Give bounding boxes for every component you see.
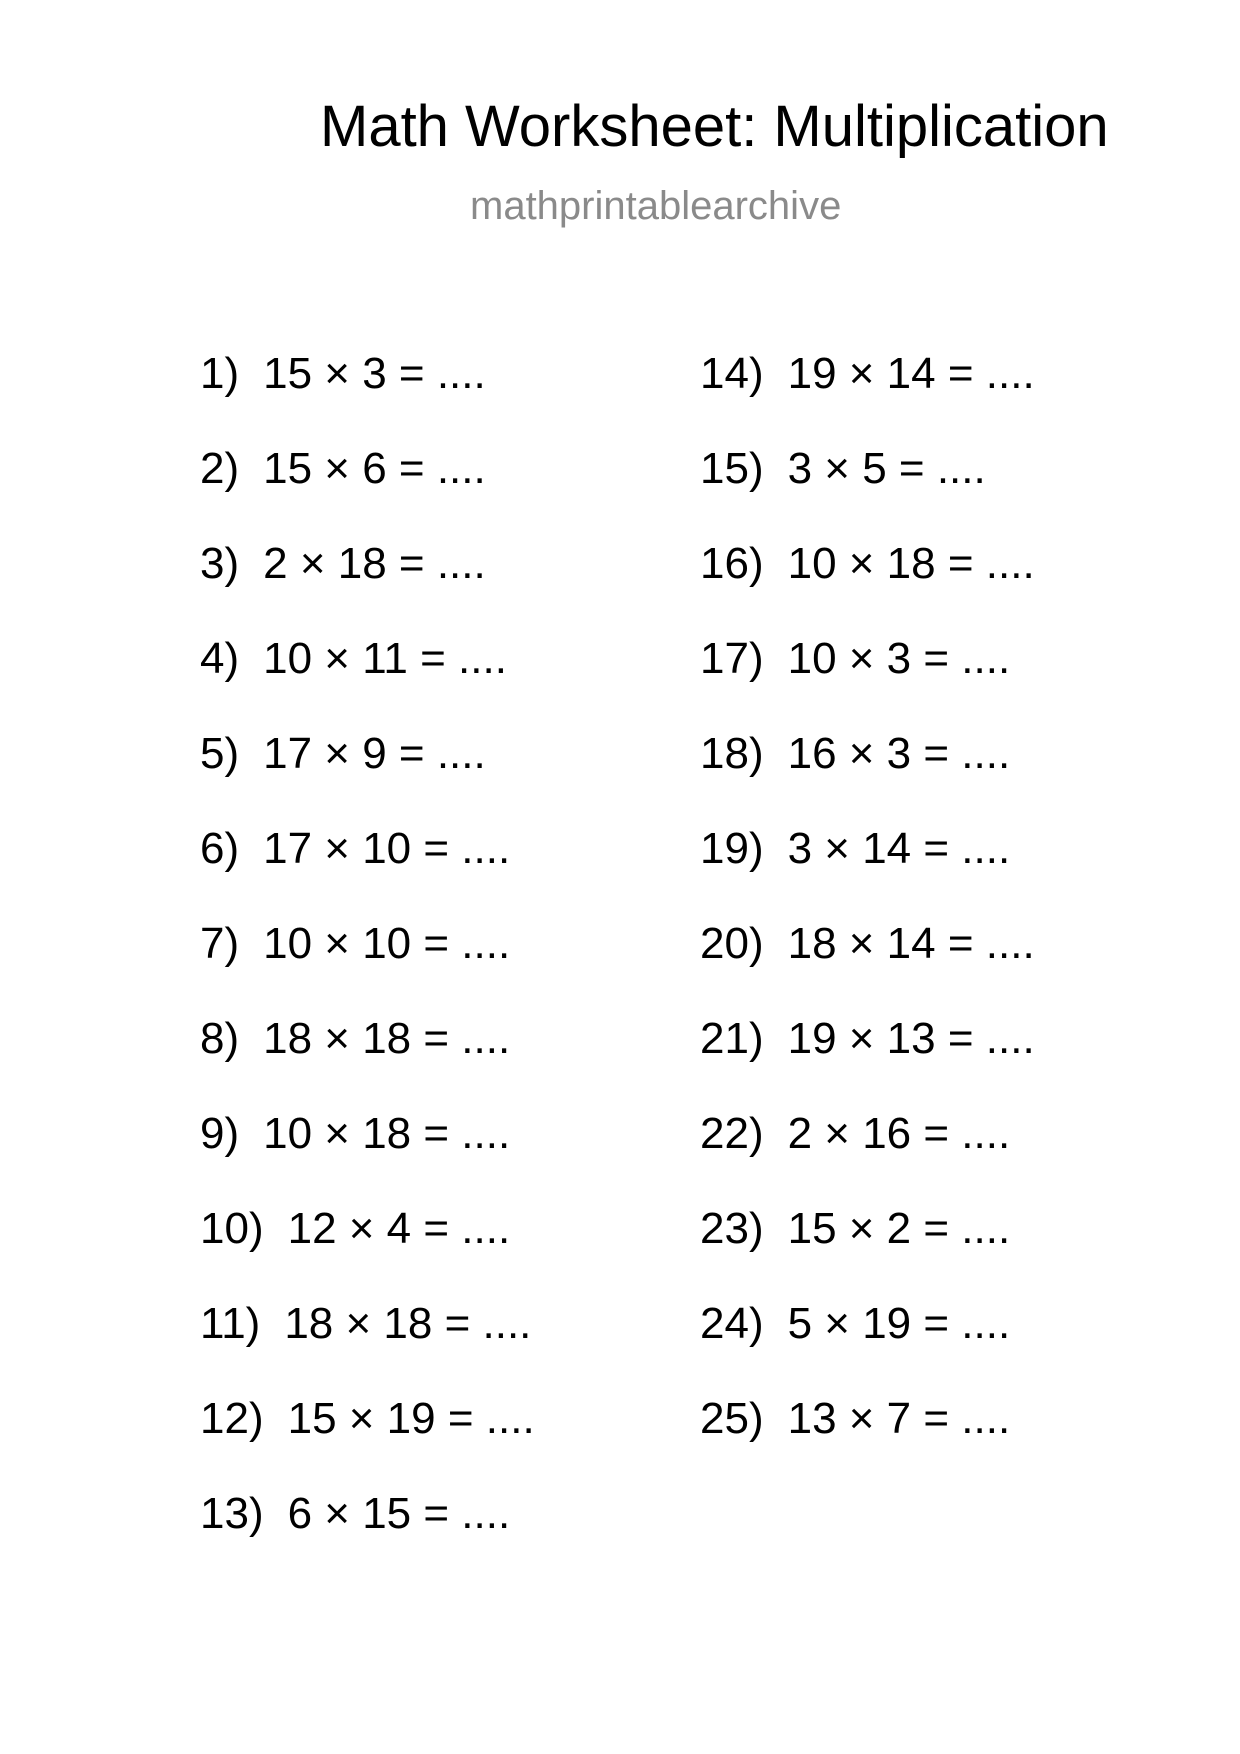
problem-number: 17)	[700, 634, 764, 683]
problem-number: 10)	[200, 1204, 264, 1253]
problem-number: 15)	[700, 444, 764, 493]
problem-number: 20)	[700, 919, 764, 968]
problem-number: 4)	[200, 634, 240, 683]
problem-expression: 17 × 9 = ....	[263, 729, 486, 778]
problem-number: 7)	[200, 919, 240, 968]
problem-item	[200, 1394, 535, 1492]
problem-item	[200, 729, 535, 827]
problem-expression: 18 × 18 = ....	[263, 1014, 511, 1063]
problem-item	[700, 1204, 1035, 1302]
problem-expression: 19 × 14 = ....	[787, 349, 1035, 398]
problem-item	[700, 539, 1035, 637]
problem-expression: 10 × 10 = ....	[263, 919, 511, 968]
problem-number: 6)	[200, 824, 240, 873]
problem-number: 2)	[200, 444, 240, 493]
problem-item	[200, 1109, 535, 1207]
problem-item	[200, 1489, 535, 1587]
problem-number: 3)	[200, 539, 240, 588]
problem-expression: 2 × 18 = ....	[263, 539, 486, 588]
problem-item	[200, 1014, 535, 1112]
problem-expression: 13 × 7 = ....	[787, 1394, 1011, 1443]
problem-number: 19)	[700, 824, 764, 873]
problem-item	[700, 1299, 1035, 1397]
problem-number: 21)	[700, 1014, 764, 1063]
problem-item	[700, 444, 1035, 542]
problem-item	[700, 1394, 1035, 1492]
problem-item	[200, 539, 535, 637]
problem-expression: 15 × 19 = ....	[287, 1394, 535, 1443]
problem-item	[700, 729, 1035, 827]
problem-expression: 16 × 3 = ....	[787, 729, 1011, 778]
problem-item	[200, 1299, 535, 1397]
problem-item	[700, 349, 1035, 447]
problem-number: 12)	[200, 1394, 264, 1443]
problem-expression: 18 × 14 = ....	[787, 919, 1035, 968]
problem-item	[200, 444, 535, 542]
problem-item	[200, 824, 535, 922]
problem-item	[700, 634, 1035, 732]
problem-expression: 10 × 11 = ....	[263, 634, 507, 683]
problem-item	[700, 824, 1035, 922]
problem-number: 16)	[700, 539, 764, 588]
problem-expression: 3 × 14 = ....	[787, 824, 1011, 873]
problem-expression: 10 × 18 = ....	[787, 539, 1035, 588]
problem-expression: 10 × 18 = ....	[263, 1109, 511, 1158]
problem-expression: 15 × 2 = ....	[787, 1204, 1011, 1253]
problem-item	[200, 349, 535, 447]
page-subtitle: mathprintablearchive	[470, 184, 842, 228]
problem-number: 18)	[700, 729, 764, 778]
problem-item	[700, 919, 1035, 1017]
problem-number: 25)	[700, 1394, 764, 1443]
problem-number: 1)	[200, 349, 240, 398]
problem-number: 5)	[200, 729, 240, 778]
problem-item	[200, 634, 535, 732]
problem-expression: 3 × 5 = ....	[787, 444, 986, 493]
problem-item	[200, 919, 535, 1017]
problem-number: 23)	[700, 1204, 764, 1253]
problem-expression: 15 × 6 = ....	[263, 444, 486, 493]
problem-number: 13)	[200, 1489, 264, 1538]
problem-item	[200, 1204, 535, 1302]
problem-expression: 18 × 18 = ....	[284, 1299, 532, 1348]
problem-number: 14)	[700, 349, 764, 398]
problem-expression: 12 × 4 = ....	[287, 1204, 511, 1253]
problem-expression: 5 × 19 = ....	[787, 1299, 1011, 1348]
problem-number: 11)	[200, 1299, 261, 1348]
problem-expression: 15 × 3 = ....	[263, 349, 486, 398]
problem-expression: 10 × 3 = ....	[787, 634, 1011, 683]
problem-number: 22)	[700, 1109, 764, 1158]
problem-expression: 2 × 16 = ....	[787, 1109, 1011, 1158]
problem-column-right	[700, 349, 1035, 1492]
problem-number: 24)	[700, 1299, 764, 1348]
problem-column-left	[200, 349, 535, 1587]
problem-item	[700, 1109, 1035, 1207]
problem-item	[700, 1014, 1035, 1112]
problem-number: 9)	[200, 1109, 240, 1158]
problem-expression: 17 × 10 = ....	[263, 824, 511, 873]
page-title: Math Worksheet: Multiplication	[320, 94, 1109, 159]
problem-expression: 19 × 13 = ....	[787, 1014, 1035, 1063]
problem-number: 8)	[200, 1014, 240, 1063]
problem-expression: 6 × 15 = ....	[287, 1489, 511, 1538]
